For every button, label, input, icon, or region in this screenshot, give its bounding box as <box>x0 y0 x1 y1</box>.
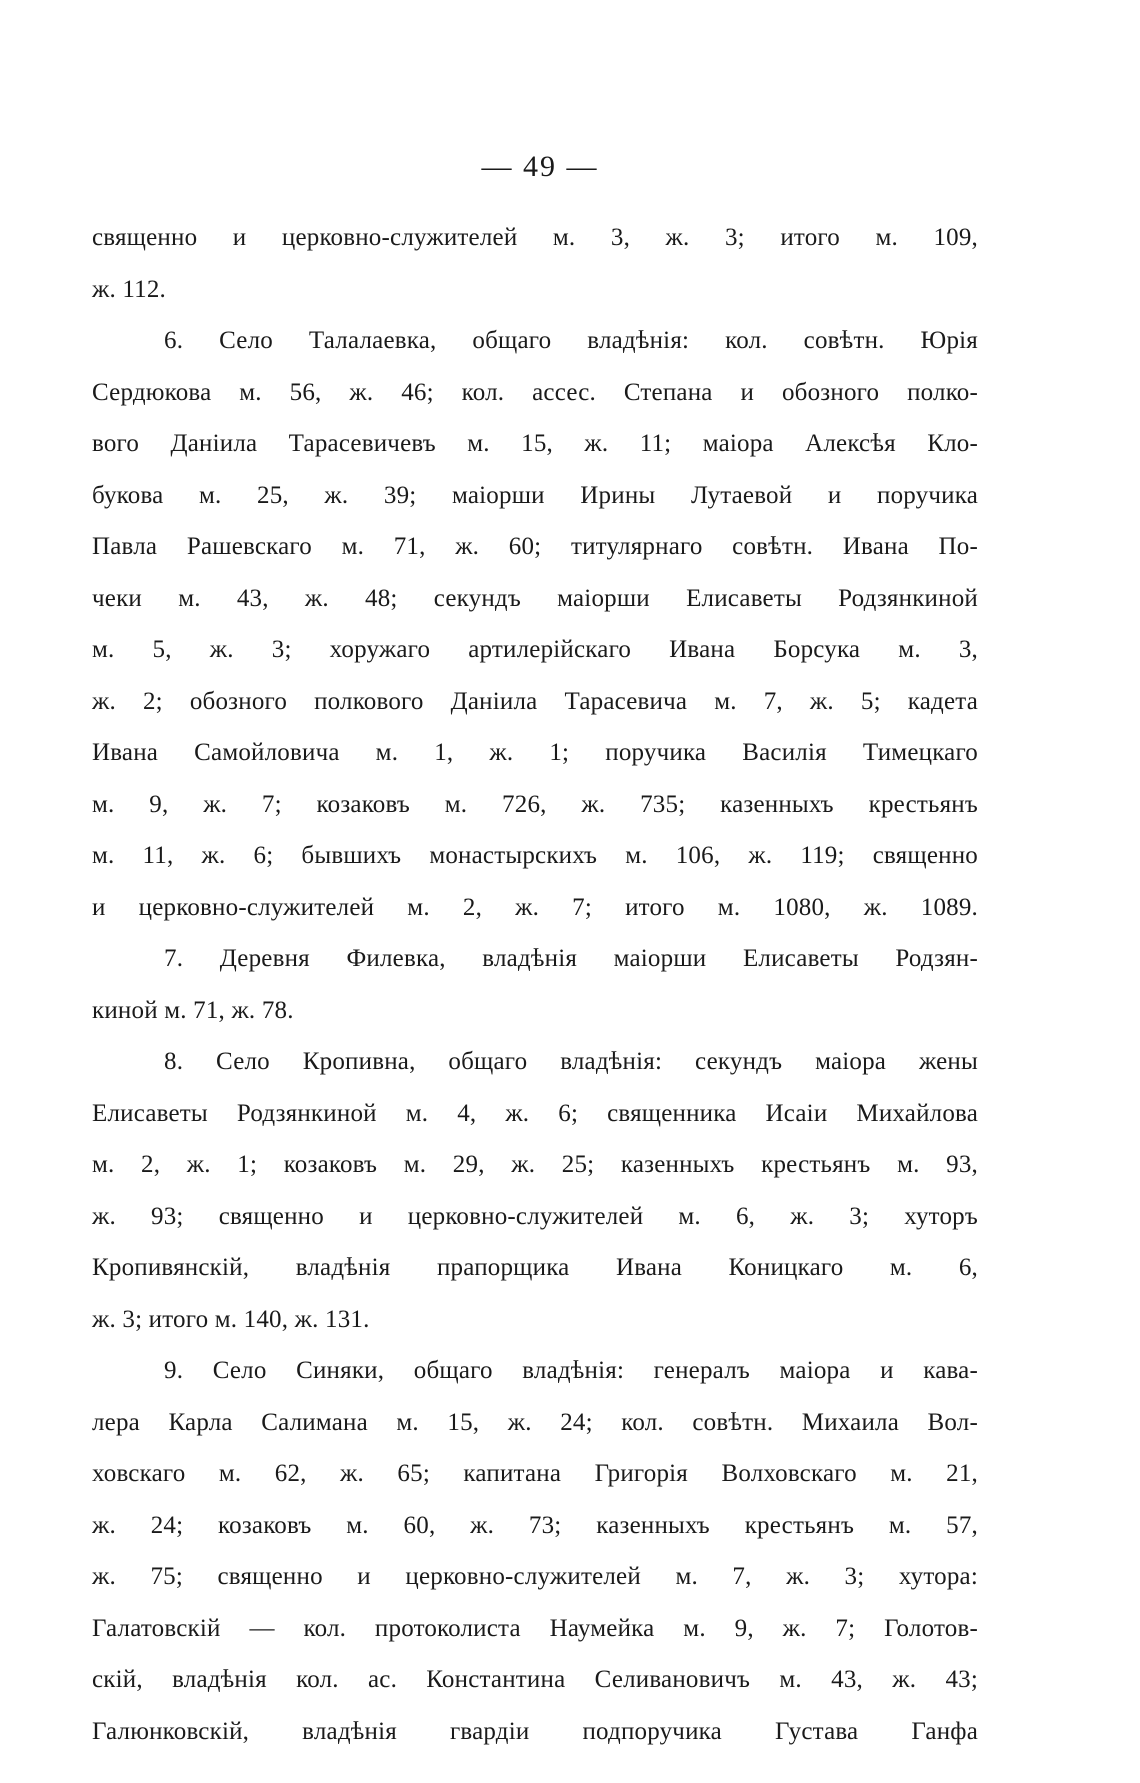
text-line: Галатовскій — кол. протоколиста Наумейка м. 9, ж. 7; Голотов- <box>92 1614 978 1642</box>
text-line: вого Даніила Тарасевичевъ м. 15, ж. 11; маіора Алексѣя Кло- <box>92 430 978 457</box>
text-line: ховскаго м. 62, ж. 65; капитана Григорія Волховскаго м. 21, <box>92 1460 978 1487</box>
text-line: 7. Деревня Филевка, владѣнія маіорши Елисаветы Родзян- <box>164 945 978 972</box>
text-line: Павла Рашевскаго м. 71, ж. 60; титулярнаго совѣтн. Ивана По- <box>92 533 978 560</box>
text-line: Сердюкова м. 56, ж. 46; кол. ассес. Степана и обозного полко- <box>92 378 978 406</box>
text-line: Ивана Самойловича м. 1, ж. 1; поручика Василія Тимецкаго <box>92 739 978 766</box>
text-line: м. 2, ж. 1; козаковъ м. 29, ж. 25; казенныхъ крестьянъ м. 93, <box>92 1151 978 1178</box>
text-line: Кропивянскій, владѣнія прапорщика Ивана Коницкаго м. 6, <box>92 1254 978 1281</box>
text-line: священно и церковно-служителей м. 3, ж. 3; итого м. 109, <box>92 224 978 251</box>
text-line: Галюнковскій, владѣнія гвардіи подпоручика Густава Ганфа <box>92 1717 978 1745</box>
body-text <box>92 212 978 1757</box>
text-line: 8. Село Кропивна, общаго владѣнія: секундъ маіора жены <box>164 1048 978 1075</box>
text-line: м. 11, ж. 6; бывшихъ монастырскихъ м. 106, ж. 119; священно <box>92 842 978 869</box>
text-line: м. 9, ж. 7; козаковъ м. 726, ж. 735; казенныхъ крестьянъ <box>92 790 978 818</box>
text-line: и церковно-служителей м. 2, ж. 7; итого м. 1080, ж. 1089. <box>92 893 978 921</box>
text-line: 9. Село Синяки, общаго владѣнія: генералъ маіора и кава- <box>164 1357 978 1384</box>
text-line: скій, владѣнія кол. ас. Константина Селивановичъ м. 43, ж. 43; <box>92 1666 978 1693</box>
text-line: м. 5, ж. 3; хоружаго артилерійскаго Ивана Борсука м. 3, <box>92 636 978 663</box>
text-line: ж. 93; священно и церковно-служителей м. 6, ж. 3; хуторъ <box>92 1202 978 1230</box>
text-line: лера Карла Салимана м. 15, ж. 24; кол. совѣтн. Михаила Вол- <box>92 1408 978 1436</box>
text-line: ж. 75; священно и церковно-служителей м. 7, ж. 3; хутора: <box>92 1563 978 1590</box>
text-line: чеки м. 43, ж. 48; секундъ маіорши Елисаветы Родзянкиной <box>92 584 978 612</box>
text-line: ж. 3; итого м. 140, ж. 131. <box>92 1305 370 1333</box>
text-line: ж. 2; обозного полкового Даніила Тарасевича м. 7, ж. 5; кадета <box>92 687 978 715</box>
text-line: 6. Село Талалаевка, общаго владѣнія: кол. совѣтн. Юрія <box>164 327 978 354</box>
text-line: ж. 112. <box>92 275 166 303</box>
text-line: Елисаветы Родзянкиной м. 4, ж. 6; священника Исаіи Михайлова <box>92 1099 978 1127</box>
text-line: букова м. 25, ж. 39; маіорши Ирины Лутаевой и поручика <box>92 481 978 509</box>
text-line: киной м. 71, ж. 78. <box>92 996 294 1024</box>
page-number: — 49 — <box>481 150 599 183</box>
text-line: ж. 24; козаковъ м. 60, ж. 73; казенныхъ крестьянъ м. 57, <box>92 1511 978 1539</box>
